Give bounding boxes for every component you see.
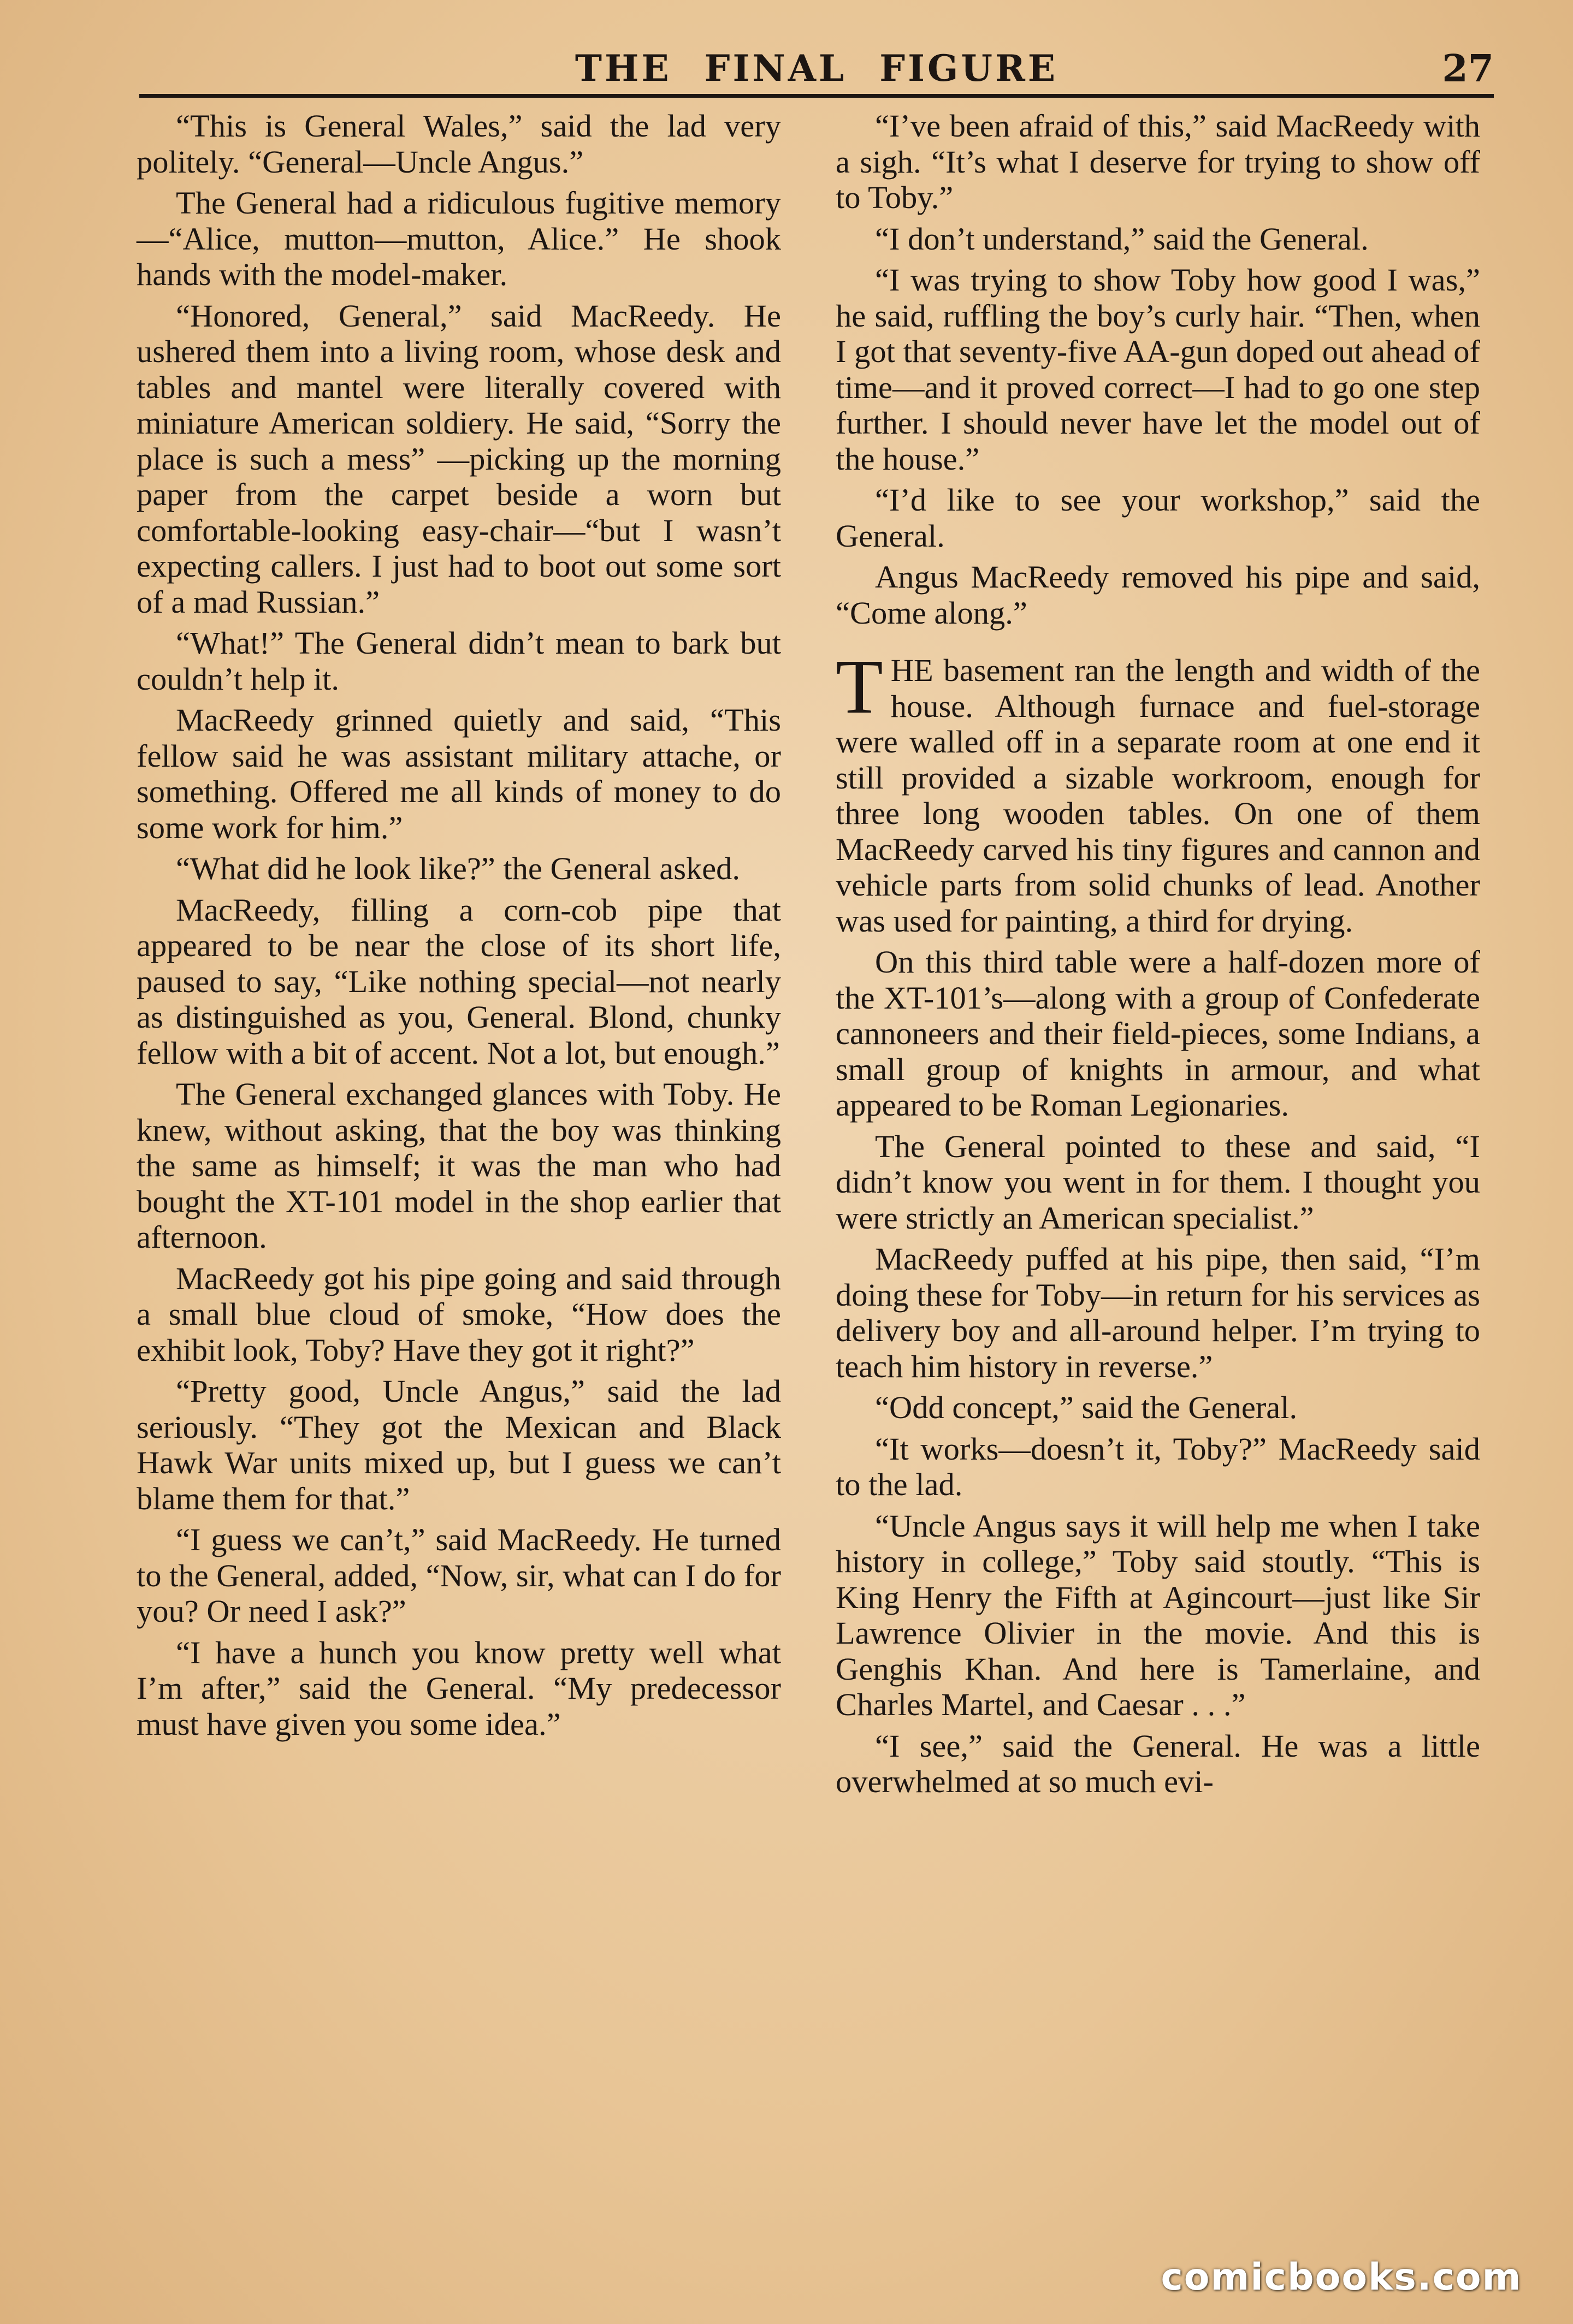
page-header [139, 44, 1494, 98]
watermark-text: comicbooks.com [1161, 2255, 1522, 2299]
paragraph: MacReedy got his pipe going and said through a small blue cloud of smoke, “How does the exhibit look, Toby? Have they got it right?” [137, 1260, 781, 1368]
drop-cap: T [836, 643, 883, 730]
paragraph: MacReedy, filling a corn-cob pipe that appeared to be near the close of its short life, paused to say, “Like nothing special—not nearly as distinguished as you, General. Blond, chunky fellow with a bit of accent. Not a lot, but enough.” [137, 892, 781, 1071]
paragraph: Angus MacReedy removed his pipe and said, “Come along.” [836, 559, 1480, 631]
paragraph: “What did he look like?” the General asked. [176, 851, 741, 886]
site-watermark [1145, 2250, 1538, 2304]
paragraph: “Uncle Angus says it will help me when I take history in college,” Toby said stoutly. “This is King Henry the Fifth at Agincourt—just like Sir Lawrence Olivier in the movie. And this is Genghis Khan. And here is Tamerlaine, and Charles Martel, and Caesar . . .” [836, 1508, 1480, 1722]
paragraph: On this third table were a half-dozen more of the XT-101’s—along with a group of Confederate cannoneers and their field-pieces, some Indians, a small group of knights in armour, and what appeared to be Roman Legionaries. [836, 944, 1480, 1123]
paragraph: “Honored, General,” said MacReedy. He ushered them into a living room, whose desk and tables and mantel were literally covered with miniature American soldiery. He said, “Sorry the place is such a mess” —picking up the morning paper from the carpet beside a worn but comfortable-looking easy-chair—“but I wasn’t expecting callers. I just had to boot out some sort of a mad Russian.” [137, 298, 781, 620]
paragraph: “I don’t understand,” said the General. [875, 221, 1369, 257]
paragraph: “I’ve been afraid of this,” said MacReedy with a sigh. “It’s what I deserve for trying to show off to Toby.” [836, 108, 1480, 215]
paragraph: “This is General Wales,” said the lad very politely. “General—Uncle Angus.” [137, 108, 781, 180]
paragraph: MacReedy grinned quietly and said, “This fellow said he was assistant military attache, or something. Offered me all kinds of money to do some work for him.” [137, 702, 781, 845]
paragraph: “Odd concept,” said the General. [875, 1390, 1298, 1425]
paragraph: “I was trying to show Toby how good I was,” he said, ruffling the boy’s curly hair. “Then, when I got that seventy-five AA-gun doped out ahead of time—and it proved correct—I had to go one step further. I should never have let the model out of the house.” [836, 262, 1480, 477]
running-title: THE FINAL FIGURE [575, 47, 1058, 90]
section-opening-text: HE basement ran the length and width of the house. Although furnace and fuel-storage were walled off in a separate room at one end it still provided a sizable workroom, enough for three long wooden tables. On one of them MacReedy carved his tiny figures and cannon and vehicle parts from solid chunks of lead. Another was used for painting, a third for drying. [836, 653, 1480, 939]
right-column [836, 108, 1480, 1805]
paragraph: “I have a hunch you know pretty well what I’m after,” said the General. “My predecessor must have given you some idea.” [137, 1634, 781, 1742]
section-opening-paragraph [836, 643, 1480, 939]
paragraph: “Pretty good, Uncle Angus,” said the lad seriously. “They got the Mexican and Black Hawk War units mixed up, but I guess we can’t blame them for that.” [137, 1373, 781, 1516]
paragraph: “It works—doesn’t it, Toby?” MacReedy said to the lad. [836, 1431, 1480, 1502]
paragraph: “I guess we can’t,” said MacReedy. He turned to the General, added, “Now, sir, what can I do for you? Or need I ask?” [137, 1522, 781, 1629]
paragraph: “What!” The General didn’t mean to bark but couldn’t help it. [137, 625, 781, 697]
paragraph: The General had a ridiculous fugitive memory—“Alice, mutton—mutton, Alice.” He shook hands with the model-maker. [137, 185, 781, 292]
left-column [137, 108, 781, 1747]
paragraph: The General pointed to these and said, “I didn’t know you went in for them. I thought you were strictly an American specialist.” [836, 1128, 1480, 1236]
paragraph: MacReedy puffed at his pipe, then said, “I’m doing these for Toby—in return for his services as delivery boy and all-around helper. I’m trying to teach him history in reverse.” [836, 1241, 1480, 1384]
paragraph: The General exchanged glances with Toby. He knew, without asking, that the boy was thinking the same as himself; it was the man who had bought the XT-101 model in the shop earlier that afternoon. [137, 1076, 781, 1255]
paragraph: “I see,” said the General. He was a little overwhelmed at so much evi- [836, 1728, 1480, 1799]
paragraph: “I’d like to see your workshop,” said the General. [836, 482, 1480, 554]
page-number: 27 [1442, 47, 1494, 91]
